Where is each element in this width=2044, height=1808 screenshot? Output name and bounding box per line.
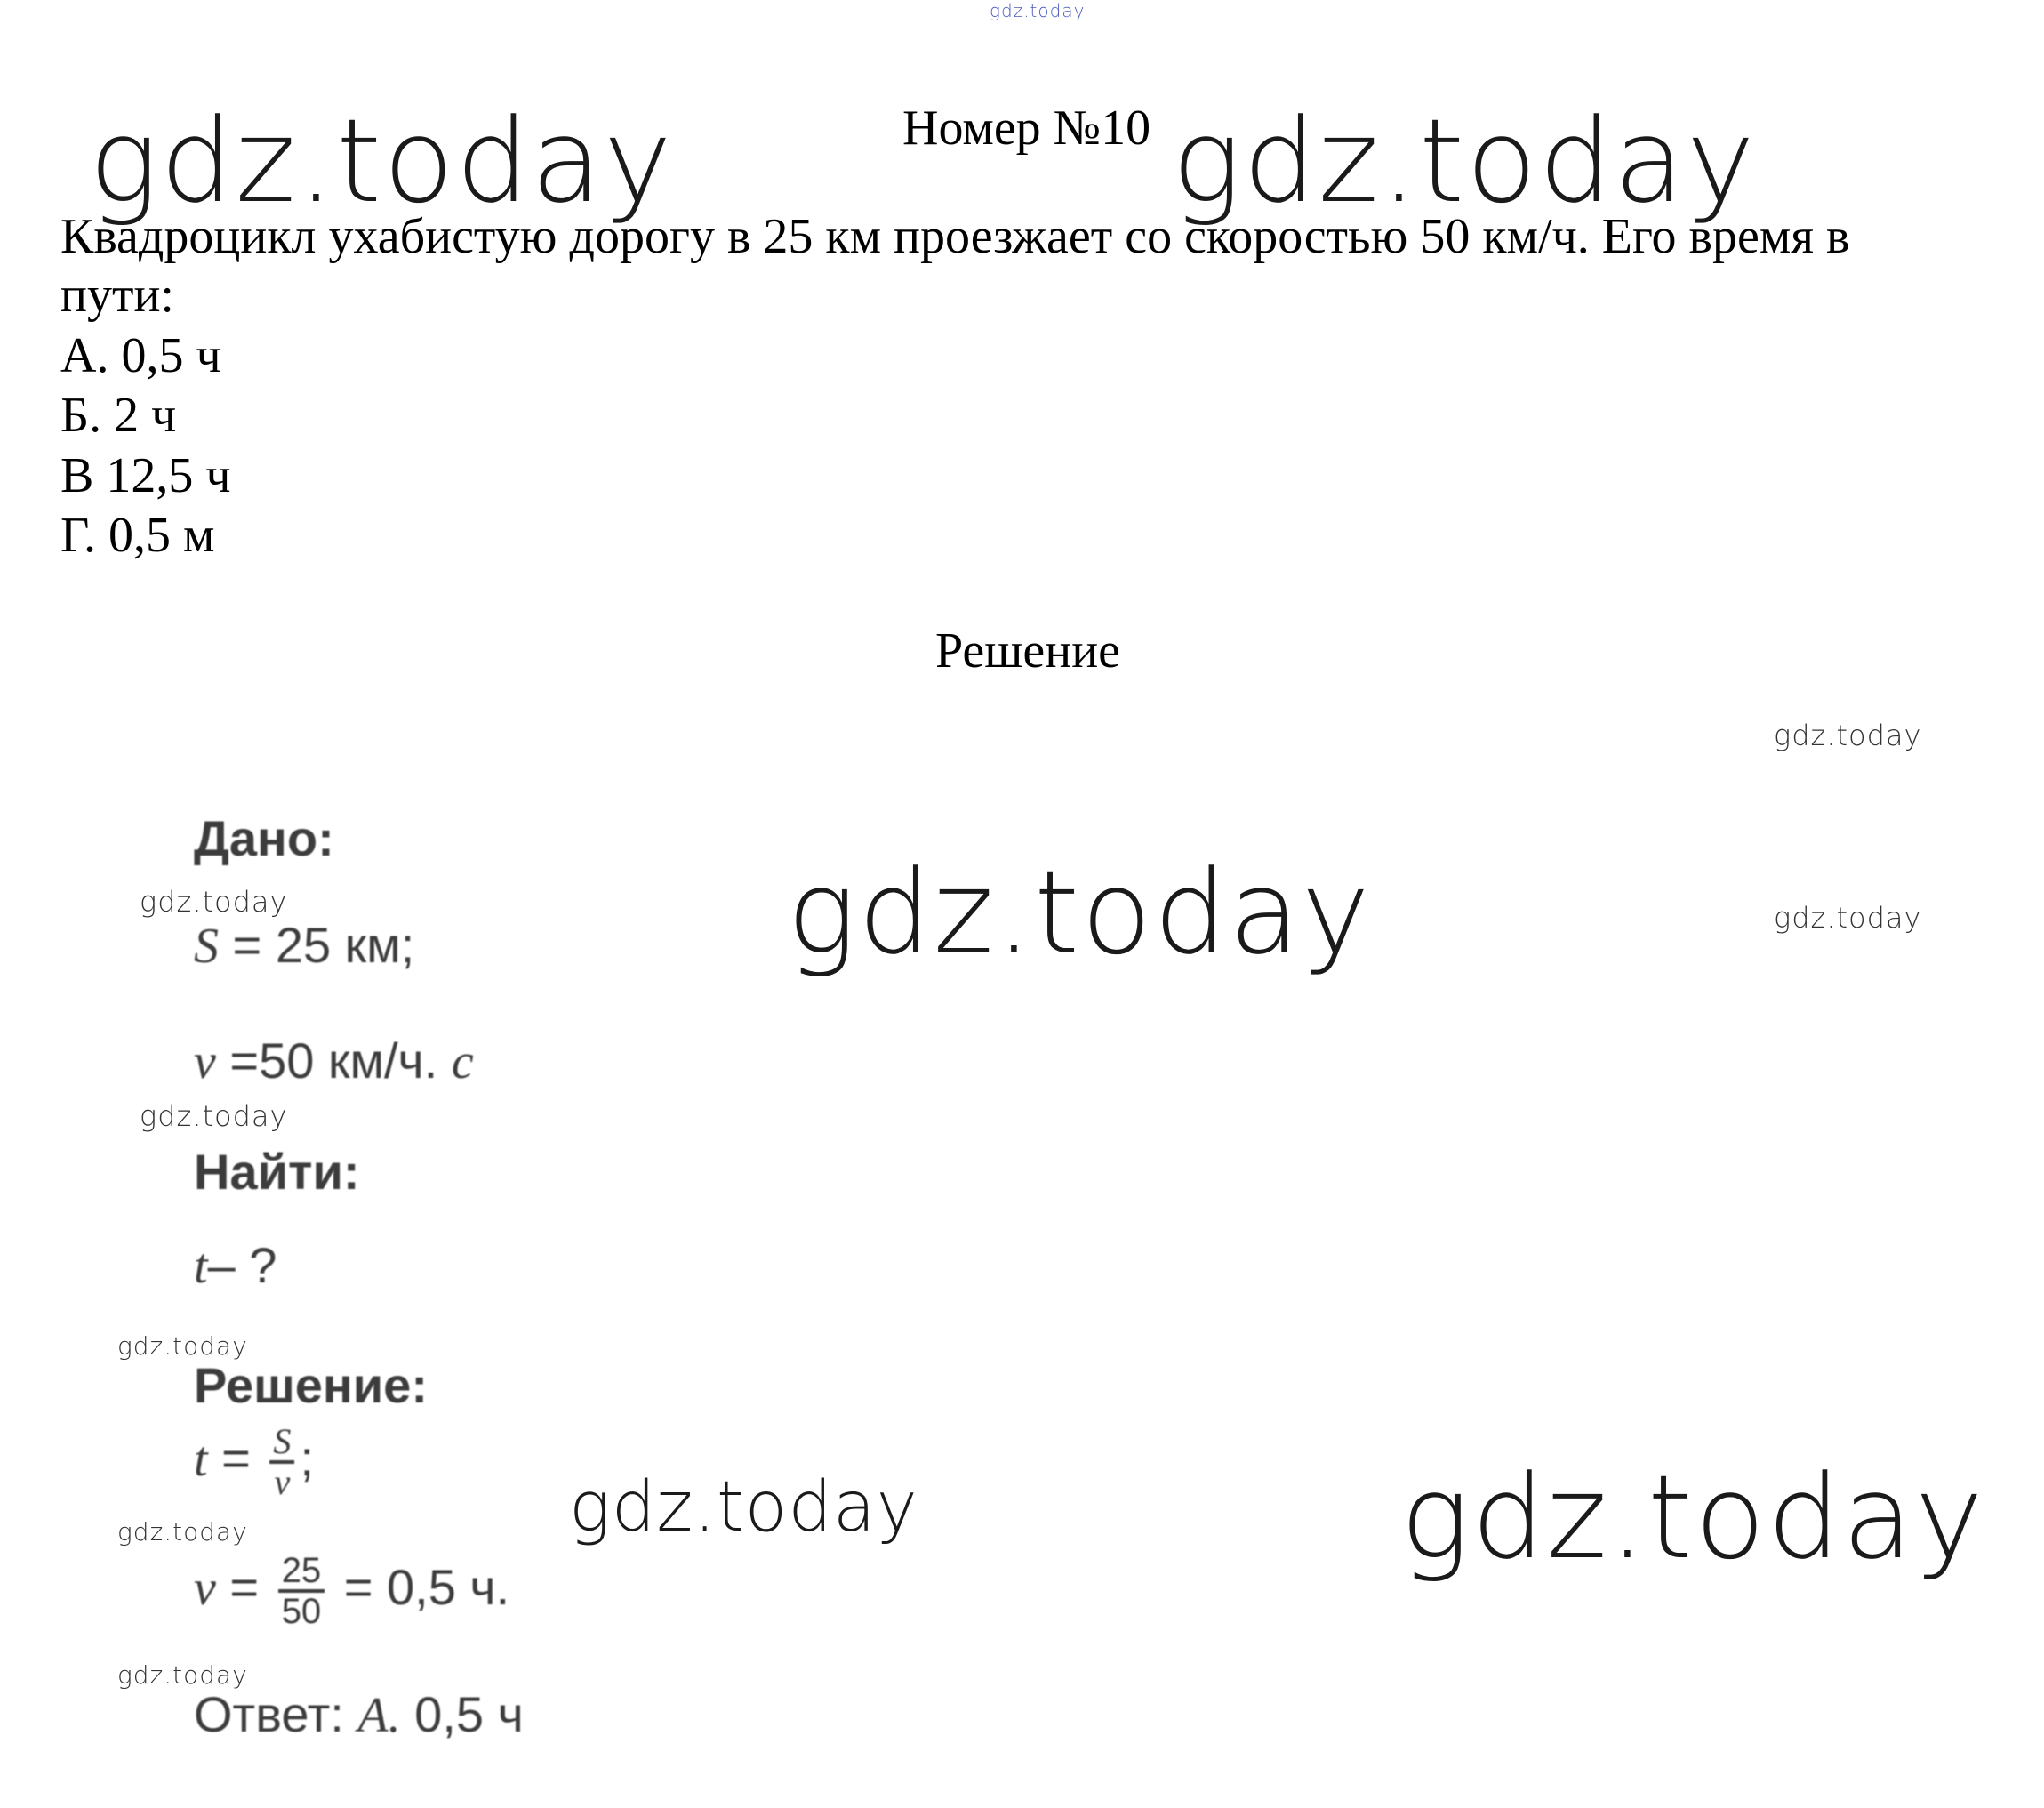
- watermark-small: gdz.today: [1774, 901, 1922, 935]
- formula-denominator: v: [274, 1462, 291, 1502]
- watermark-large: gdz.today: [787, 845, 1372, 980]
- watermark-large: gdz.today: [1172, 93, 1757, 229]
- time-unknown: – ?: [207, 1237, 277, 1293]
- calc-equals: =: [215, 1558, 273, 1615]
- given-speed: [194, 1032, 474, 1090]
- formula-line: [194, 1423, 314, 1501]
- distance-value: = 25 км;: [219, 917, 415, 973]
- formula-fraction: [269, 1423, 294, 1501]
- calc-result: = 0,5 ч.: [330, 1558, 510, 1615]
- time-variable: t: [194, 1239, 208, 1294]
- watermark-small: gdz.today: [117, 1660, 248, 1690]
- calculation-line: [194, 1552, 509, 1630]
- watermark-small: gdz.today: [117, 1331, 248, 1361]
- given-distance: [194, 916, 414, 975]
- watermark-large: gdz.today: [89, 93, 674, 229]
- find-value: [194, 1236, 277, 1295]
- question-text: Квадроцикл ухабистую дорогу в 25 км проезжает со скоростью 50 км/ч. Его время в: [60, 209, 1850, 264]
- watermark-small: gdz.today: [140, 1099, 288, 1133]
- given-label: Дано:: [194, 810, 334, 866]
- answer-option-d: Г. 0,5 м: [60, 508, 215, 563]
- answer-line: [194, 1685, 524, 1744]
- watermark-large: gdz.today: [1400, 1450, 1985, 1585]
- watermark-top: gdz.today: [990, 0, 1086, 21]
- answer-letter: А.: [357, 1688, 401, 1743]
- page-title: Номер №10: [902, 100, 1151, 156]
- calc-fraction: [278, 1552, 325, 1630]
- speed-value: =50 км/ч.: [215, 1033, 452, 1089]
- solution-label: Решение:: [194, 1357, 428, 1413]
- calc-denominator: 50: [281, 1592, 322, 1631]
- watermark-small: gdz.today: [117, 1517, 248, 1547]
- answer-option-a: А. 0,5 ч: [60, 328, 221, 383]
- formula-left: t: [194, 1431, 208, 1487]
- formula-numerator: S: [269, 1423, 294, 1464]
- answer-option-c: В 12,5 ч: [60, 448, 231, 503]
- question-text-continued: пути:: [60, 268, 174, 323]
- watermark-small: gdz.today: [1774, 719, 1922, 752]
- formula-equals: =: [207, 1429, 265, 1486]
- watermark-medium: gdz.today: [569, 1467, 918, 1547]
- calc-numerator: 25: [278, 1552, 325, 1593]
- answer-value: 0,5 ч: [400, 1686, 524, 1742]
- answer-option-b: Б. 2 ч: [60, 388, 177, 443]
- answer-label: Ответ:: [194, 1686, 358, 1742]
- watermark-small: gdz.today: [140, 885, 288, 919]
- find-label: Найти:: [194, 1144, 360, 1200]
- speed-variable: v: [194, 1034, 216, 1089]
- calc-left: v: [194, 1560, 216, 1616]
- speed-tail: c: [451, 1034, 474, 1089]
- solution-heading: Решение: [935, 623, 1121, 679]
- distance-variable: S: [194, 919, 219, 974]
- formula-end: ;: [300, 1429, 314, 1486]
